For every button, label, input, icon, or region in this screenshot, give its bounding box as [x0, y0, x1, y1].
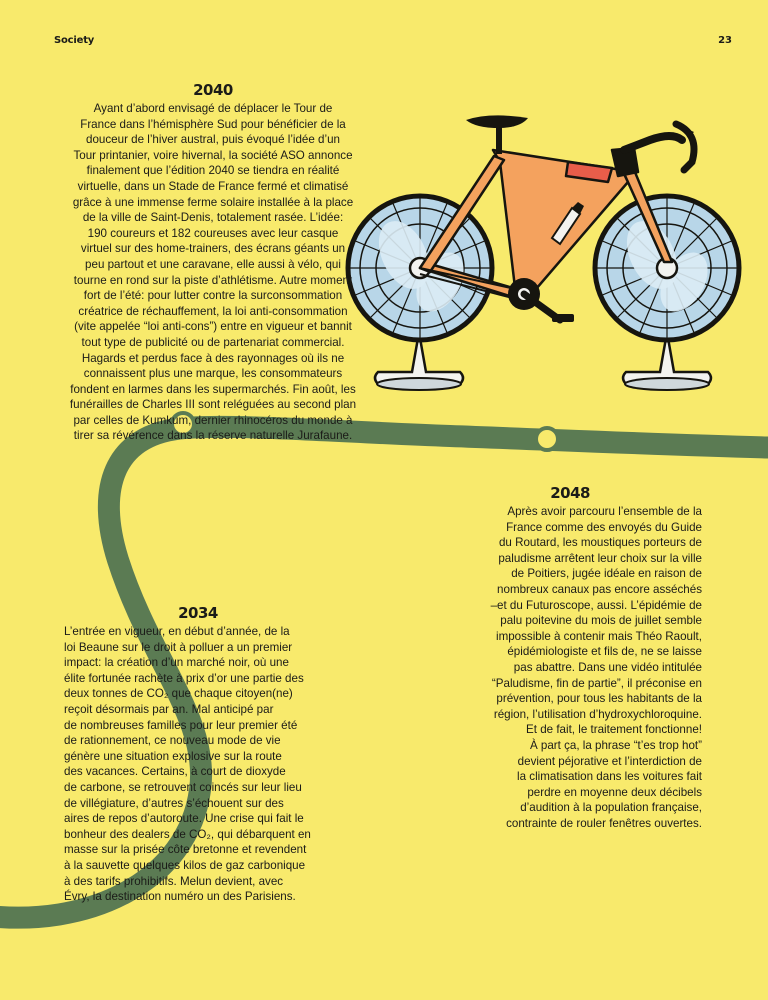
- text-line: Après avoir parcouru l’ensemble de la: [507, 505, 702, 518]
- text-line: de nombreuses familles pour leur premier été: [64, 718, 298, 732]
- text-line: de rationnement, ce nouveau mode de vie: [64, 734, 281, 748]
- text-line: par celles de Kumkum, dernier rhinocéros du monde à: [73, 413, 353, 427]
- text-line: de villégiature, d’autres s’échouent sur des: [64, 796, 284, 810]
- text-line: Ayant d’abord envisagé de déplacer le Tour de: [93, 102, 333, 115]
- text-line: impact: la création d’un marché noir, où une: [64, 656, 289, 670]
- text-line: palu poitevine du mois de juillet semble: [500, 614, 702, 628]
- text-line: perdre en moyenne deux décibels: [527, 785, 702, 799]
- text-line: Et de fait, le traitement fonctionne!: [526, 723, 702, 737]
- text-line: des vacances. Certains, à court de dioxyde: [64, 765, 286, 779]
- text-line: À part ça, la phrase “t’es trop hot”: [529, 738, 702, 752]
- text-line: créatrice de réchauffement, la loi anti-consommation: [78, 304, 348, 318]
- text-line: “Paludisme, fin de partie”, il préconise en: [491, 676, 702, 690]
- text-line: contrainte de rouler fenêtres ouvertes.: [506, 816, 702, 830]
- page-number: 23: [718, 35, 732, 46]
- text-line: épidémiologiste et fils de, ne se laisse: [507, 645, 702, 659]
- text-line: la climatisation dans les voitures fait: [517, 770, 702, 784]
- text-line: à des tarifs prohibitifs. Melun devient, avec: [64, 874, 284, 888]
- text-line: reçoit désormais par an. Mal anticipé par: [64, 702, 274, 716]
- text-line: peu partout et une caravane, elle aussi à vélo, qui: [85, 257, 341, 271]
- text-line: prévention, pour tous les habitants de la: [496, 692, 702, 706]
- article-2034: [64, 604, 332, 905]
- rear-fan-icon: [348, 196, 492, 390]
- body-2040: [68, 101, 358, 444]
- text-line: nombreux canaux pas encore asséchés: [497, 582, 702, 596]
- text-line: fort de l’été: pour lutter contre la surconsommation: [83, 289, 343, 303]
- text-line: tourne en rond sur la piste d’athlétisme. Autre moment: [73, 273, 353, 287]
- text-line: connaissent plus une marque, les consommateurs: [83, 367, 343, 381]
- text-line: bonheur des dealers de CO₂, qui débarquent en: [64, 827, 311, 841]
- text-line: impossible à contenir mais Théo Raoult,: [496, 629, 702, 643]
- text-line: à la sauvette quelques kilos de gaz carbonique: [64, 858, 306, 872]
- text-line: grâce à une immense ferme solaire installée à la place: [72, 195, 354, 209]
- body-2034: [64, 624, 332, 905]
- section-label: Society: [54, 35, 95, 46]
- text-line: masse sur la prisée côte bretonne et revendent: [64, 843, 307, 857]
- text-line: France dans l’hémisphère Sud pour bénéficier de la: [80, 117, 346, 131]
- text-line: génère une situation explosive sur la route: [64, 749, 282, 763]
- text-line: (vite appelée “loi anti-cons”) entre en vigueur et bannit: [74, 320, 352, 334]
- text-line: aires de repos d’autoroute. Une crise qui fait le: [64, 812, 304, 826]
- text-line: tirer sa révérence dans la réserve naturelle Jurafaune.: [73, 429, 353, 443]
- text-line: L’entrée en vigueur, en début d’année, de la: [64, 625, 290, 638]
- text-line: finalement que l’édition 2040 se tiendra en réalité: [86, 164, 340, 178]
- saddle-icon: [466, 115, 528, 154]
- text-line: Hagards et perdus face à des rayonnages où ils ne: [81, 351, 345, 365]
- text-line: élite fortunée rachète à prix d’or une partie des: [64, 671, 304, 685]
- text-line: funérailles de Charles III sont reléguées au second plan: [69, 398, 357, 412]
- text-line: fondent en larmes dans les supermarchés. Fin août, les: [70, 382, 356, 396]
- text-line: virtuelle, dans un Stade de France fermé et climatisé: [77, 179, 349, 193]
- text-line: deux tonnes de CO₂ que chaque citoyen(ne): [64, 687, 293, 701]
- year-heading-2048: 2048: [550, 484, 590, 502]
- text-line: –et du Futuroscope, aussi. L’épidémie de: [490, 598, 702, 612]
- text-line: tout type de publicité ou de partenariat commercial.: [81, 335, 345, 349]
- year-heading-2034: 2034: [178, 604, 218, 622]
- text-line: devient péjorative et l’interdiction de: [517, 754, 702, 768]
- body-2048: [412, 504, 702, 831]
- text-line: France comme des envoyés du Guide: [506, 520, 702, 534]
- text-line: de carbone, se retrouvent coincés sur leur lieu: [64, 780, 302, 794]
- article-2048: [412, 484, 702, 831]
- text-line: Évry, la destination numéro un des Parisiens.: [64, 890, 296, 904]
- year-heading-2040: 2040: [193, 81, 233, 99]
- text-line: virtuel sur des home-trainers, des écrans géants un: [80, 242, 346, 256]
- text-line: du Routard, les moustiques porteurs de: [498, 536, 702, 550]
- text-line: de Poitiers, jugée idéale en raison de: [511, 567, 702, 581]
- text-line: d’audition à la population française,: [520, 801, 702, 815]
- text-line: loi Beaune sur le droit à polluer a un premier: [64, 640, 293, 654]
- text-line: pas abattre. Dans une vidéo intitulée: [513, 660, 702, 674]
- front-fan-icon: [595, 196, 739, 390]
- text-line: de la ville de Saint-Denis, totalement rasée. L’idée:: [82, 211, 344, 225]
- text-line: région, l’utilisation d’hydroxychloroquine.: [493, 707, 702, 721]
- text-line: douceur de l’hiver austral, puis évoqué l’idée d’un: [86, 133, 340, 147]
- text-line: Tour printanier, voire hivernal, la société ASO annonce: [73, 148, 353, 162]
- text-line: 190 coureurs et 182 coureuses avec leur casque: [87, 226, 339, 240]
- text-line: paludisme arrêtent leur choix sur la ville: [498, 551, 702, 565]
- article-2040: [68, 81, 358, 444]
